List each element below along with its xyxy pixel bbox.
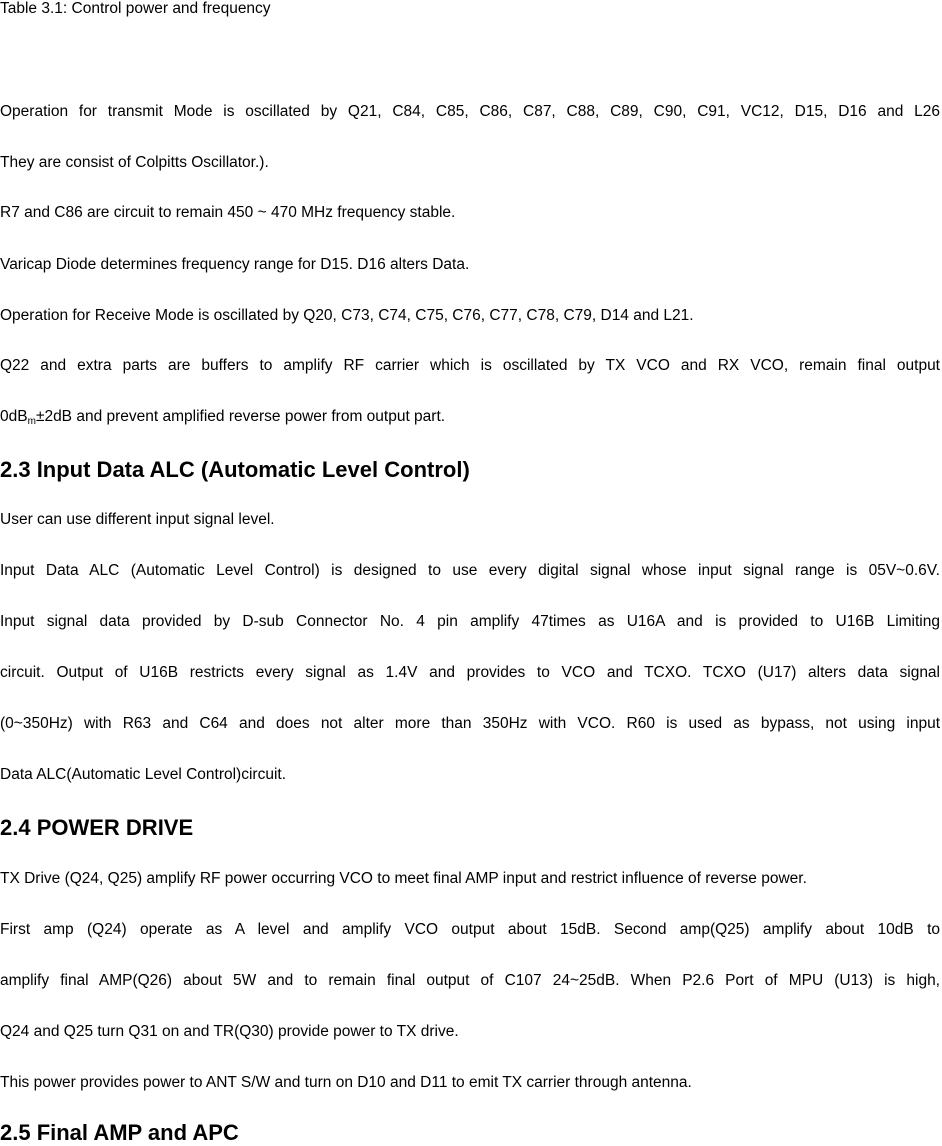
table-caption: Table 3.1: Control power and frequency: [0, 0, 271, 17]
heading-2-3: 2.3 Input Data ALC (Automatic Level Control): [0, 457, 470, 482]
paragraph-r7: R7 and C86 are circuit to remain 450 ~ 470 MHz frequency stable.: [0, 204, 456, 221]
paragraph-alc-line5: Data ALC(Automatic Level Control)circuit.: [0, 766, 287, 783]
paragraph-alc-line3: circuit. Output of U16B restricts every signal as 1.4V and provides to VCO and TCXO. TCXO (U17) alters data signal: [0, 664, 940, 681]
q22-unit-sub: m: [27, 416, 36, 427]
paragraph-alc-line4: (0~350Hz) with R63 and C64 and does not alter more than 350Hz with VCO. R60 is used as bypass, not using input: [0, 715, 940, 732]
paragraph-rx-mode: Operation for Receive Mode is oscillated by Q20, C73, C74, C75, C76, C77, C78, C79, D14 and L21.: [0, 307, 694, 324]
paragraph-varicap: Varicap Diode determines frequency range for D15. D16 alters Data.: [0, 256, 470, 273]
paragraph-amp-line1: First amp (Q24) operate as A level and amplify VCO output about 15dB. Second amp(Q25) amplify about 10dB to: [0, 921, 940, 938]
paragraph-alc-line1: Input Data ALC (Automatic Level Control) is designed to use every digital signal whose input signal range is 05V~0.6V.: [0, 562, 940, 579]
q22-unit-base: 0dB: [0, 408, 28, 425]
paragraph-q22-line1: Q22 and extra parts are buffers to amplify RF carrier which is oscillated by TX VCO and RX VCO, remain final output: [0, 357, 940, 374]
paragraph-amp-line3: Q24 and Q25 turn Q31 on and TR(Q30) provide power to TX drive.: [0, 1023, 459, 1040]
paragraph-txdrive: TX Drive (Q24, Q25) amplify RF power occurring VCO to meet final AMP input and restrict influence of reverse power.: [0, 870, 807, 887]
paragraph-power: This power provides power to ANT S/W and turn on D10 and D11 to emit TX carrier through antenna.: [0, 1074, 692, 1091]
paragraph-colpitts: They are consist of Colpitts Oscillator.).: [0, 154, 269, 171]
heading-2-5: 2.5 Final AMP and APC: [0, 1120, 239, 1145]
paragraph-q22-line2: [0, 408, 445, 426]
paragraph-amp-line2: amplify final AMP(Q26) about 5W and to remain final output of C107 24~25dB. When P2.6 Port of MPU (U13) is high,: [0, 972, 940, 989]
paragraph-tx-mode: Operation for transmit Mode is oscillated by Q21, C84, C85, C86, C87, C88, C89, C90, C91, VC12, D15, D16 and L26: [0, 103, 940, 120]
heading-2-4: 2.4 POWER DRIVE: [0, 815, 194, 840]
q22-line2-rest: ±2dB and prevent amplified reverse power from output part.: [35, 408, 446, 425]
paragraph-user: User can use different input signal level.: [0, 511, 275, 528]
paragraph-alc-line2: Input signal data provided by D-sub Connector No. 4 pin amplify 47times as U16A and is provided to U16B Limiting: [0, 613, 940, 630]
